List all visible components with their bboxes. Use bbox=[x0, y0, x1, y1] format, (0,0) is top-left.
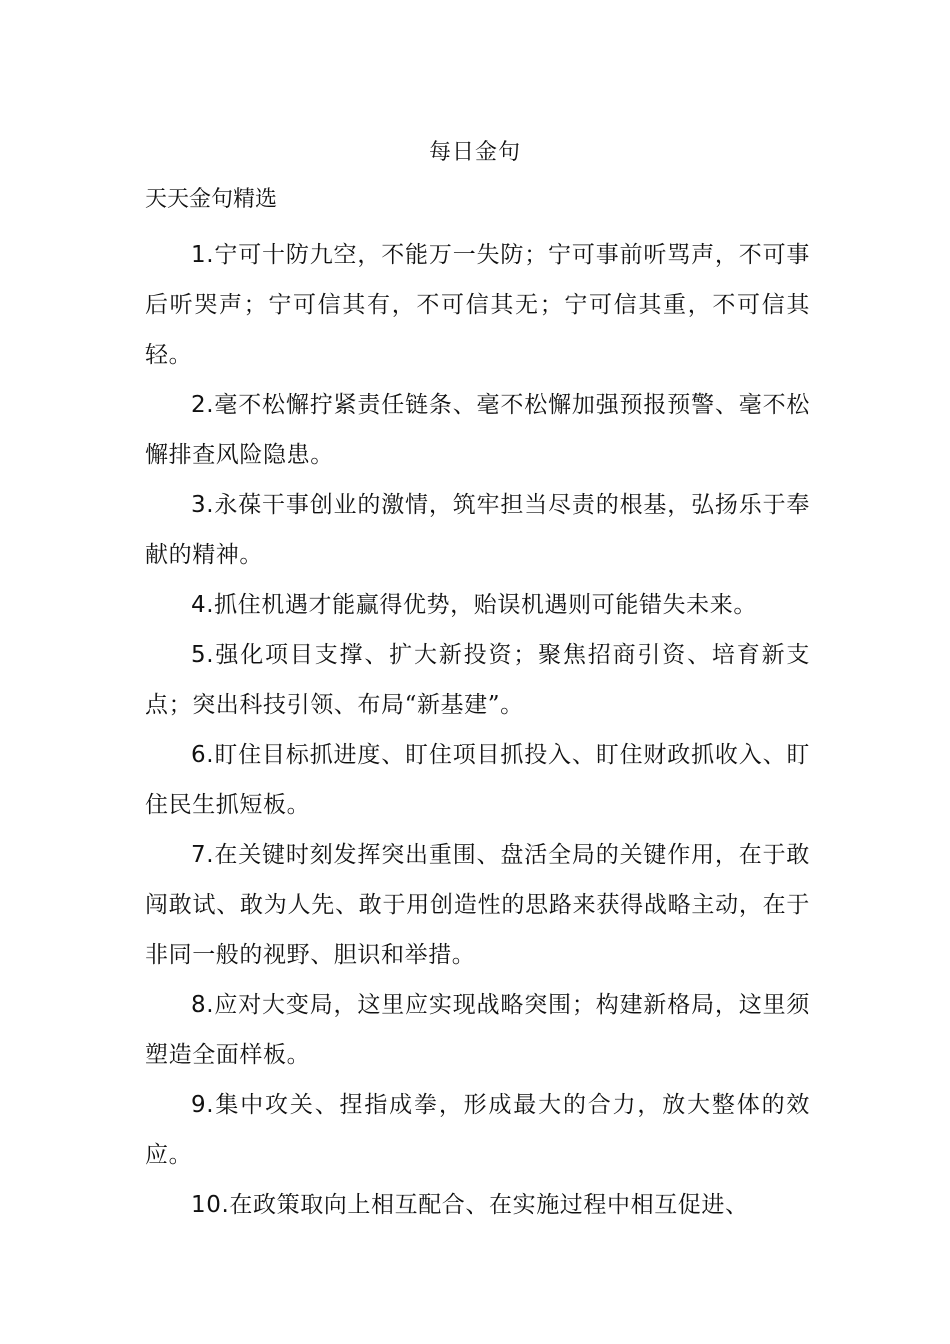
quote-number: 10. bbox=[191, 1192, 230, 1218]
quote-text: 应对大变局，这里应实现战略突围；构建新格局，这里须塑造全面样板。 bbox=[145, 992, 810, 1068]
quote-text: 在政策取向上相互配合、在实施过程中相互促进、 bbox=[229, 1192, 749, 1218]
quote-paragraph-9 bbox=[145, 1080, 810, 1180]
quote-paragraph-10 bbox=[145, 1180, 810, 1230]
quote-number: 3. bbox=[191, 492, 215, 518]
quote-text: 盯住目标抓进度、盯住项目抓投入、盯住财政抓收入、盯住民生抓短板。 bbox=[145, 742, 810, 818]
quote-text: 在关键时刻发挥突出重围、盘活全局的关键作用，在于敢闯敢试、敢为人先、敢于用创造性的思路来获得战略主动，在于非同一般的视野、胆识和举措。 bbox=[145, 842, 810, 968]
quote-text: 强化项目支撑、扩大新投资；聚焦招商引资、培育新支点；突出科技引领、布局“新基建”。 bbox=[145, 642, 810, 718]
document-title: 每日金句 bbox=[428, 140, 521, 165]
quote-number: 4. bbox=[191, 592, 215, 618]
quote-text: 抓住机遇才能赢得优势，贻误机遇则可能错失未来。 bbox=[214, 592, 757, 618]
quote-list bbox=[145, 230, 810, 1230]
quote-paragraph-4 bbox=[145, 580, 810, 630]
quote-text: 宁可十防九空，不能万一失防；宁可事前听骂声，不可事后听哭声；宁可信其有，不可信其无；宁可信其重，不可信其轻。 bbox=[145, 242, 810, 368]
quote-number: 9. bbox=[191, 1092, 215, 1118]
quote-number: 7. bbox=[191, 842, 215, 868]
quote-paragraph-3 bbox=[145, 480, 810, 580]
quote-paragraph-2 bbox=[145, 380, 810, 480]
quote-text: 集中攻关、捏指成拳，形成最大的合力，放大整体的效应。 bbox=[145, 1092, 810, 1168]
quote-paragraph-6 bbox=[145, 730, 810, 830]
quote-paragraph-5 bbox=[145, 630, 810, 730]
quote-paragraph-8 bbox=[145, 980, 810, 1080]
quote-number: 1. bbox=[191, 242, 215, 268]
quote-number: 2. bbox=[191, 392, 215, 418]
quote-text: 毫不松懈拧紧责任链条、毫不松懈加强预报预警、毫不松懈排查风险隐患。 bbox=[145, 392, 810, 468]
quote-number: 8. bbox=[191, 992, 215, 1018]
quote-number: 6. bbox=[191, 742, 215, 768]
quote-paragraph-7 bbox=[145, 830, 810, 980]
quote-paragraph-1 bbox=[145, 230, 810, 380]
quote-text: 永葆干事创业的激情，筑牢担当尽责的根基，弘扬乐于奉献的精神。 bbox=[145, 492, 810, 568]
quote-number: 5. bbox=[191, 642, 215, 668]
document-subtitle: 天天金句精选 bbox=[145, 187, 278, 212]
